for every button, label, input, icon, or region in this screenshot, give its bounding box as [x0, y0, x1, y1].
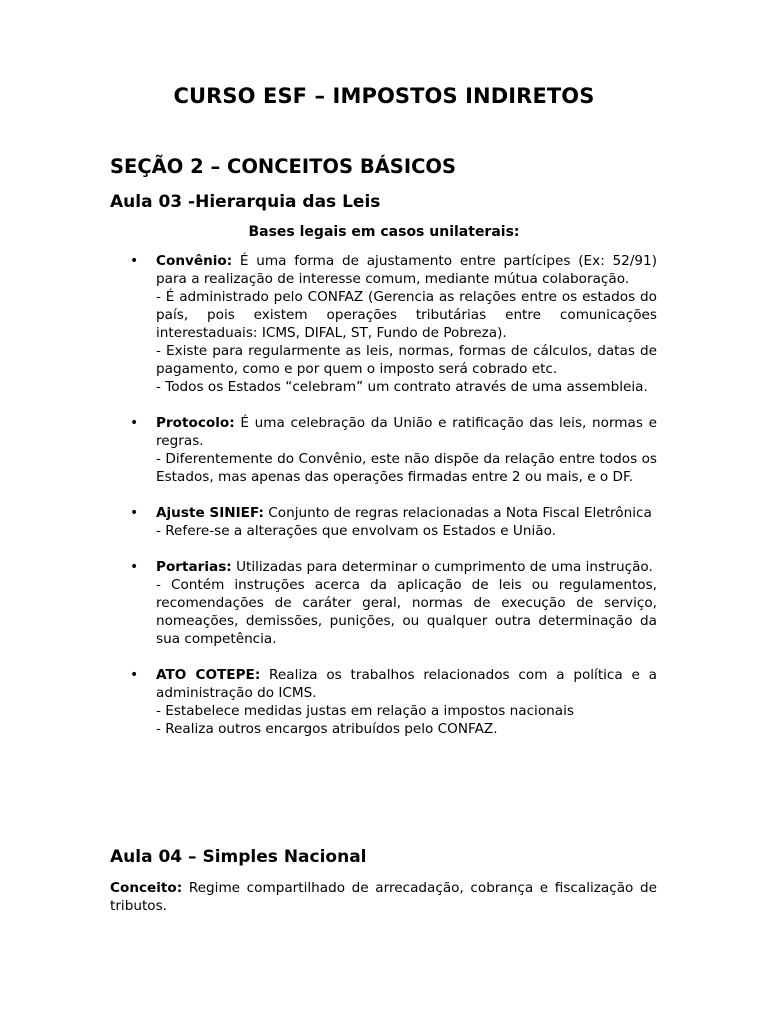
item-line: - Contém instruções acerca da aplicação de leis ou regulamentos, recomendações de caráter geral, normas de execução de serviço, nomeações, demissões, punições, ou qualquer outra determinação da sua competência.	[156, 577, 657, 647]
item-intro	[156, 414, 657, 450]
item-term: Ajuste SINIEF:	[156, 505, 264, 521]
item-intro	[156, 252, 657, 288]
section-heading: SEÇÃO 2 – CONCEITOS BÁSICOS	[110, 155, 457, 178]
item-text: Conjunto de regras relacionadas a Nota Fiscal Eletrônica	[263, 505, 652, 521]
item-text: É uma forma de ajustamento entre partícipes (Ex: 52/91) para a realização de interesse comum, mediante mútua colaboração.	[156, 253, 657, 287]
lesson-03-heading: Aula 03 -Hierarquia das Leis	[110, 192, 381, 212]
bullet-icon: •	[130, 505, 139, 521]
list-item-convenio	[130, 252, 657, 396]
item-line: - Refere-se a alterações que envolvam os Estados e União.	[156, 523, 556, 539]
item-line: - Estabelece medidas justas em relação a impostos nacionais	[156, 703, 574, 719]
item-text: Utilizadas para determinar o cumprimento de uma instrução.	[231, 559, 653, 575]
bases-legais-subheading: Bases legais em casos unilaterais:	[248, 224, 520, 240]
item-line: - Diferentemente do Convênio, este não dispõe da relação entre todos os Estados, mas apenas das operações firmadas entre 2 ou mais, e o DF.	[156, 451, 657, 485]
list-item-portarias	[130, 558, 657, 648]
bullet-icon: •	[130, 253, 139, 269]
item-line: - Existe para regularmente as leis, normas, formas de cálculos, datas de pagamento, como e por quem o imposto será cobrado etc.	[156, 343, 657, 377]
page-title: CURSO ESF – IMPOSTOS INDIRETOS	[173, 84, 595, 108]
item-line: - É administrado pelo CONFAZ (Gerencia as relações entre os estados do país, pois existem operações tributárias entre comunicações interestaduais: ICMS, DIFAL, ST, Fundo de Pobreza).	[156, 289, 657, 341]
list-item-ato-cotepe	[130, 666, 657, 738]
item-intro	[156, 666, 657, 702]
item-line: - Realiza outros encargos atribuídos pelo CONFAZ.	[156, 721, 498, 737]
concept-term: Conceito:	[110, 880, 183, 896]
item-term: Portarias:	[156, 559, 232, 575]
lesson-04-heading: Aula 04 – Simples Nacional	[110, 847, 367, 867]
item-intro	[156, 558, 657, 576]
bases-legais-list	[130, 252, 657, 756]
concept-paragraph	[110, 879, 657, 915]
item-line: - Todos os Estados “celebram” um contrato através de uma assembleia.	[156, 379, 648, 395]
bullet-icon: •	[130, 667, 139, 683]
bullet-icon: •	[130, 559, 139, 575]
item-intro	[156, 504, 657, 522]
item-text: É uma celebração da União e ratificação das leis, normas e regras.	[156, 415, 657, 449]
item-term: Protocolo:	[156, 415, 235, 431]
item-term: Convênio:	[156, 253, 233, 269]
concept-text: Regime compartilhado de arrecadação, cobrança e fiscalização de tributos.	[110, 880, 657, 914]
item-term: ATO COTEPE:	[156, 667, 261, 683]
bullet-icon: •	[130, 415, 139, 431]
list-item-protocolo	[130, 414, 657, 486]
list-item-ajuste-sinief	[130, 504, 657, 540]
item-text: Realiza os trabalhos relacionados com a política e a administração do ICMS.	[156, 667, 657, 701]
